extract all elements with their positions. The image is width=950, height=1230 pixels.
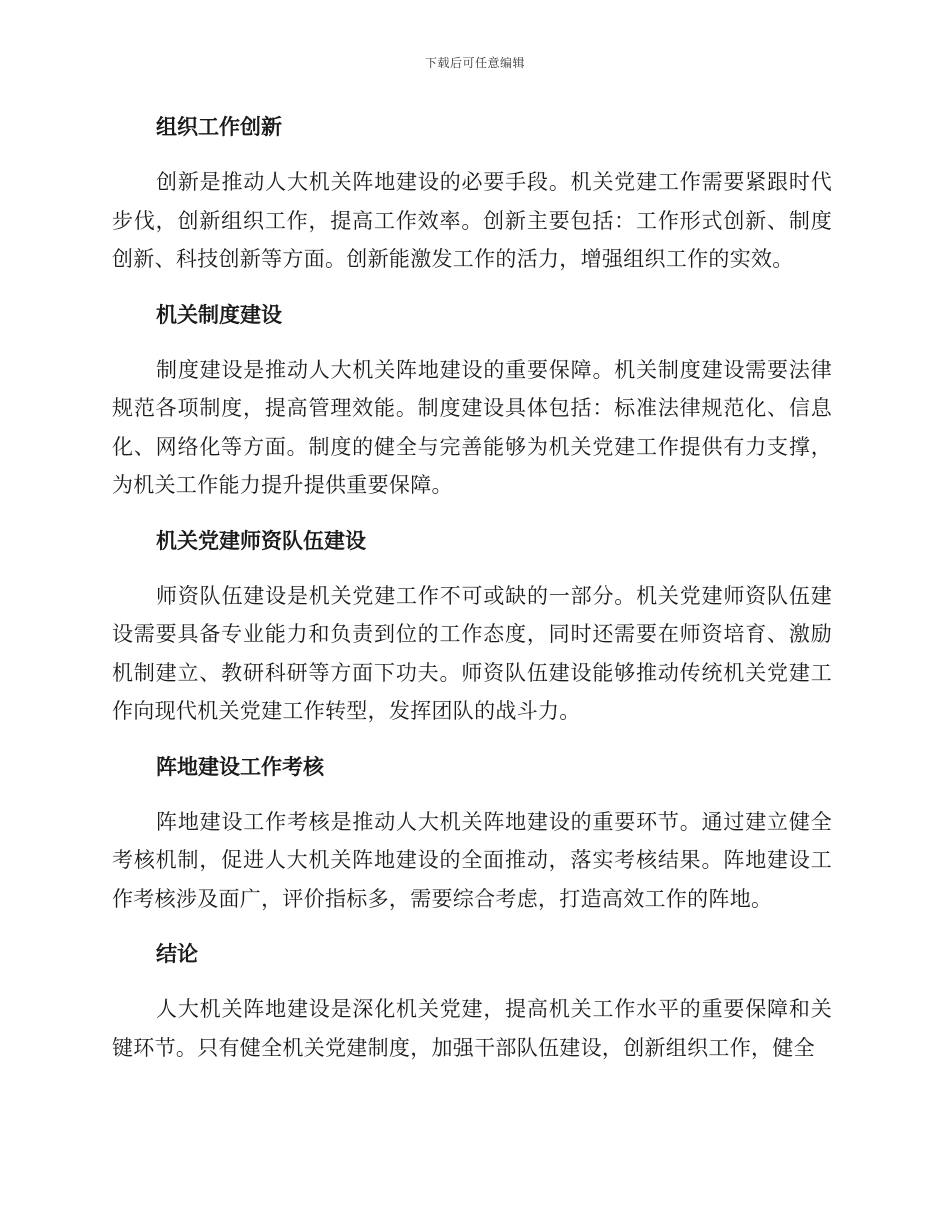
section-paragraph: 师资队伍建设是机关党建工作不可或缺的一部分。机关党建师资队伍建设需要具备专业能力和负责到位的工作态度，同时还需要在师资培育、激励机制建立、教研科研等方面下功夫。师资队伍建设能够推动传统机关党建工作向现代机关党建工作转型，发挥团队的战斗力。 <box>112 583 832 723</box>
section-heading: 机关党建师资队伍建设 <box>156 528 366 553</box>
section-paragraph: 制度建设是推动人大机关阵地建设的重要保障。机关制度建设需要法律规范各项制度，提高管理效能。制度建设具体包括：标准法律规范化、信息化、网络化等方面。制度的健全与完善能够为机关党建工作提供有力支撑，为机关工作能力提升提供重要保障。 <box>112 357 832 497</box>
section-paragraph: 创新是推动人大机关阵地建设的必要手段。机关党建工作需要紧跟时代步伐，创新组织工作，提高工作效率。创新主要包括：工作形式创新、制度创新、科技创新等方面。创新能激发工作的活力，增强组织工作的实效。 <box>112 170 832 271</box>
section-heading: 机关制度建设 <box>156 302 282 327</box>
section-heading: 组织工作创新 <box>156 115 282 139</box>
section-heading: 结论 <box>156 942 198 966</box>
section-paragraph: 阵地建设工作考核是推动人大机关阵地建设的重要环节。通过建立健全考核机制，促进人大机关阵地建设的全面推动，落实考核结果。阵地建设工作考核涉及面广，评价指标多，需要综合考虑，打造高效工作的阵地。 <box>112 809 832 911</box>
section-heading: 阵地建设工作考核 <box>156 754 324 779</box>
section-paragraph: 人大机关阵地建设是深化机关党建，提高机关工作水平的重要保障和关键环节。只有健全机关党建制度，加强干部队伍建设，创新组织工作，健全 <box>112 997 832 1060</box>
document-body <box>112 108 832 1084</box>
header-note: 下载后可任意编辑 <box>424 56 525 70</box>
